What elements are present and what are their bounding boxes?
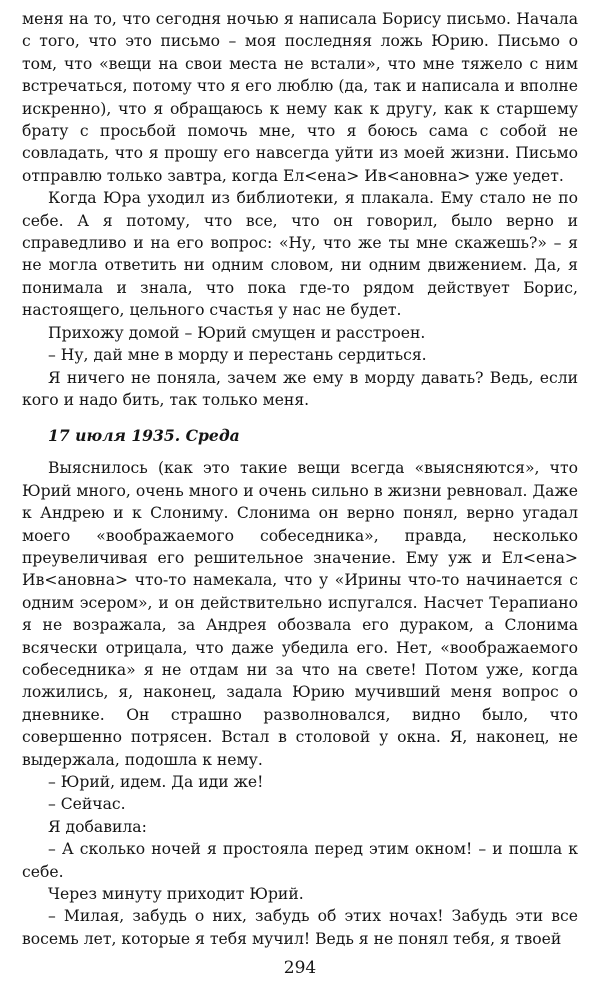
paragraph: Я ничего не поняла, зачем же ему в морду давать? Ведь, если кого и надо бить, так только меня. [22,368,578,409]
page-number: 294 [283,958,317,978]
paragraph-continued: меня на то, что сегодня ночью я написала Борису письмо. Начала с того, что это письмо – моя последняя ложь Юрию. Письмо о том, что «вещи на свои места не встали», что мне тяжело с ним встречаться, потому что я его люблю (да, так и написала и вполне искренно), что я обращаюсь к нему как к другу, как к старшему брату с просьбой помочь мне, что я боюсь сама с собой не совладать, что я прошу его навсегда уйти из моей жизни. Письмо отправлю только завтра, когда Ел<ена> Ив<ановна> уже уедет. [22,10,578,185]
dialogue-line: – Юрий, идем. Да иди же! [48,773,264,791]
dialogue-line: – Милая, забудь о них, забудь об этих ночах! Забудь эти все восемь лет, которые я тебя мучил! Ведь я не понял тебя, я твоей [22,907,578,948]
paragraph: Через минуту приходит Юрий. [48,885,304,904]
diary-date-heading: 17 июля 1935. Среда [48,426,240,446]
paragraph: Когда Юра уходил из библиотеки, я плакала. Ему стало не по себе. А я потому, что все, что он говорил, было верно и справедливо и на его вопрос: «Ну, что же ты мне скажешь?» – я не могла ответить ни одним словом, ни одним движением. Да, я понимала и знала, что пока где-то рядом действует Борис, настоящего, цельного счастья у нас не будет. [22,189,578,320]
paragraph: Я добавила: [48,817,147,836]
dialogue-line: – А сколько ночей я простояла перед этим окном! – и пошла к себе. [22,840,578,881]
paragraph: Прихожу домой – Юрий смущен и расстроен. [48,323,426,342]
dialogue-line: – Ну, дай мне в морду и перестань сердиться. [48,346,427,365]
dialogue-line: – Сейчас. [48,795,126,814]
paragraph: Выяснилось (как это такие вещи всегда «выясняются», что Юрий много, очень много и очень сильно в жизни ревновал. Даже к Андрею и к Слониму. Слонима он верно понял, верно угадал моего «воображаемого собеседника», правда, несколько преувеличивая его решительное значение. Ему уж и Ел<ена> Ив<ановна> что-то намекала, что у «Ирины что-то начинается с одним эсером», и он действительно испугался. Насчет Терапиано я не возражала, за Андрея обозвала его дураком, а Слонима всячески отрицала, что даже убедила его. Нет, «воображаемого собеседника» я не отдам ни за что на свете! Потом уже, когда ложились, я, наконец, задала Юрию мучивший меня вопрос о дневнике. Он страшно разволновался, видно было, что совершенно потрясен. Встал в столовой у окна. Я, наконец, не выдержала, подошла к нему. [22,459,578,769]
book-page-text [22,8,578,950]
